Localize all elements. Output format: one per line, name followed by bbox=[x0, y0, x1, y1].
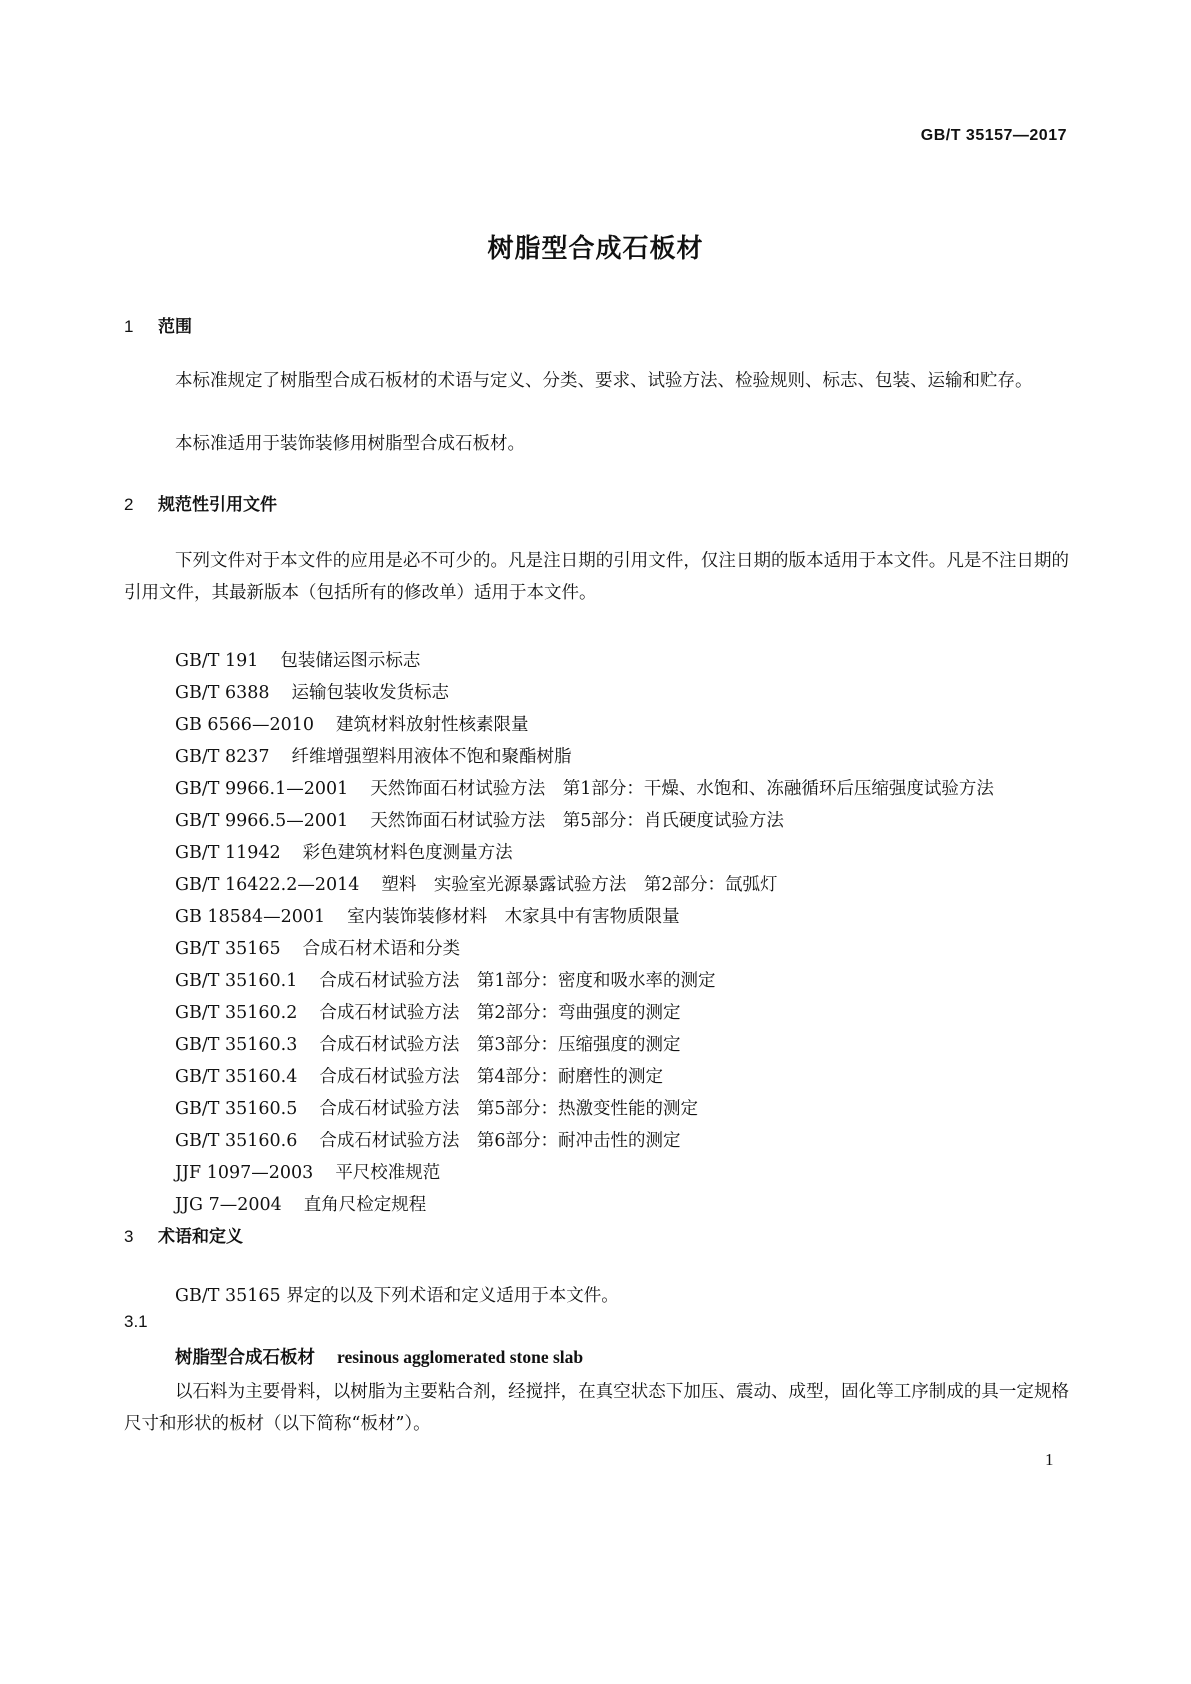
section-1-heading bbox=[124, 312, 192, 337]
ref-code: GB/T 191 bbox=[175, 651, 259, 671]
reference-item bbox=[124, 1157, 1069, 1189]
reference-item bbox=[124, 1061, 1069, 1093]
reference-item bbox=[124, 645, 1069, 677]
standard-number: GB/T 35157—2017 bbox=[920, 127, 1067, 144]
ref-title: 室内装饰装修材料 木家具中有害物质限量 bbox=[347, 907, 680, 927]
ref-title: 合成石材试验方法 第2部分：弯曲强度的测定 bbox=[319, 1003, 681, 1023]
ref-code: GB/T 8237 bbox=[175, 747, 270, 767]
ref-code: JJF 1097—2003 bbox=[175, 1163, 314, 1183]
reference-item bbox=[124, 773, 1069, 805]
reference-item bbox=[124, 933, 1069, 965]
ref-title: 包装储运图示标志 bbox=[280, 651, 421, 671]
ref-code: GB/T 9966.5—2001 bbox=[175, 811, 349, 831]
reference-item bbox=[124, 1189, 1069, 1221]
reference-item bbox=[124, 677, 1069, 709]
ref-title: 合成石材试验方法 第6部分：耐冲击性的测定 bbox=[319, 1131, 681, 1151]
ref-code: GB 18584—2001 bbox=[175, 907, 326, 927]
reference-list bbox=[124, 645, 1069, 1221]
section-title: 术语和定义 bbox=[158, 1227, 243, 1247]
scope-paragraph-1: 本标准规定了树脂型合成石板材的术语与定义、分类、要求、试验方法、检验规则、标志、包装、运输和贮存。 bbox=[175, 371, 1033, 391]
term-chinese: 树脂型合成石板材 bbox=[175, 1348, 315, 1368]
reference-item bbox=[124, 901, 1069, 933]
term-english: resinous agglomerated stone slab bbox=[337, 1347, 584, 1367]
ref-code: GB/T 11942 bbox=[175, 843, 281, 863]
ref-title: 平尺校准规范 bbox=[335, 1163, 441, 1183]
ref-title: 建筑材料放射性核素限量 bbox=[335, 715, 529, 735]
ref-code: JJG 7—2004 bbox=[175, 1195, 282, 1215]
reference-item bbox=[124, 1093, 1069, 1125]
section-title: 范围 bbox=[158, 317, 192, 337]
reference-item bbox=[124, 997, 1069, 1029]
term-heading bbox=[175, 1344, 583, 1369]
ref-title: 天然饰面石材试验方法 第5部分：肖氏硬度试验方法 bbox=[370, 811, 784, 831]
ref-title: 运输包装收发货标志 bbox=[291, 683, 450, 703]
section-3-heading bbox=[124, 1222, 243, 1247]
reference-item bbox=[124, 741, 1069, 773]
ref-title: 直角尺检定规程 bbox=[303, 1195, 427, 1215]
ref-title: 纤维增强塑料用液体不饱和聚酯树脂 bbox=[291, 747, 572, 767]
ref-code: GB/T 6388 bbox=[175, 683, 270, 703]
scope-paragraph-2: 本标准适用于装饰装修用树脂型合成石板材。 bbox=[175, 434, 525, 454]
reference-item bbox=[124, 1125, 1069, 1157]
ref-title: 合成石材术语和分类 bbox=[302, 939, 461, 959]
terms-intro: GB/T 35165 界定的以及下列术语和定义适用于本文件。 bbox=[175, 1286, 619, 1306]
ref-title: 合成石材试验方法 第3部分：压缩强度的测定 bbox=[319, 1035, 681, 1055]
reference-item bbox=[124, 805, 1069, 837]
section-2-heading bbox=[124, 490, 277, 515]
reference-item bbox=[124, 869, 1069, 901]
term-definition: 以石料为主要骨料，以树脂为主要粘合剂，经搅拌，在真空状态下加压、震动、成型，固化等工序制成的具一定规格尺寸和形状的板材（以下简称“板材”）。 bbox=[124, 1382, 1069, 1434]
ref-code: GB/T 16422.2—2014 bbox=[175, 875, 360, 895]
ref-code: GB/T 35160.3 bbox=[175, 1035, 298, 1055]
ref-code: GB/T 35160.1 bbox=[175, 971, 298, 991]
ref-code: GB/T 9966.1—2001 bbox=[175, 779, 349, 799]
ref-code: GB 6566—2010 bbox=[175, 715, 314, 735]
ref-code: GB/T 35160.6 bbox=[175, 1131, 298, 1151]
ref-title: 天然饰面石材试验方法 第1部分：干燥、水饱和、冻融循环后压缩强度试验方法 bbox=[370, 779, 994, 799]
ref-code: GB/T 35165 bbox=[175, 939, 281, 959]
ref-code: GB/T 35160.4 bbox=[175, 1067, 298, 1087]
ref-title: 彩色建筑材料色度测量方法 bbox=[302, 843, 513, 863]
ref-title: 合成石材试验方法 第5部分：热激变性能的测定 bbox=[319, 1099, 698, 1119]
ref-title: 合成石材试验方法 第4部分：耐磨性的测定 bbox=[319, 1067, 663, 1087]
reference-item bbox=[124, 1029, 1069, 1061]
normative-intro: 下列文件对于本文件的应用是必不可少的。凡是注日期的引用文件，仅注日期的版本适用于本文件。凡是不注日期的引用文件，其最新版本（包括所有的修改单）适用于本文件。 bbox=[124, 551, 1069, 603]
section-number: 2 bbox=[124, 495, 134, 514]
clause-number: 3.1 bbox=[124, 1312, 148, 1331]
ref-title: 合成石材试验方法 第1部分：密度和吸水率的测定 bbox=[319, 971, 716, 991]
ref-title: 塑料 实验室光源暴露试验方法 第2部分：氙弧灯 bbox=[381, 875, 778, 895]
document-title: 树脂型合成石板材 bbox=[487, 234, 704, 264]
reference-item bbox=[124, 965, 1069, 997]
section-title: 规范性引用文件 bbox=[158, 495, 277, 515]
section-number: 3 bbox=[124, 1227, 134, 1246]
reference-item bbox=[124, 837, 1069, 869]
reference-item bbox=[124, 709, 1069, 741]
section-number: 1 bbox=[124, 317, 134, 336]
ref-code: GB/T 35160.2 bbox=[175, 1003, 298, 1023]
page-number: 1 bbox=[1045, 1450, 1054, 1469]
ref-code: GB/T 35160.5 bbox=[175, 1099, 298, 1119]
